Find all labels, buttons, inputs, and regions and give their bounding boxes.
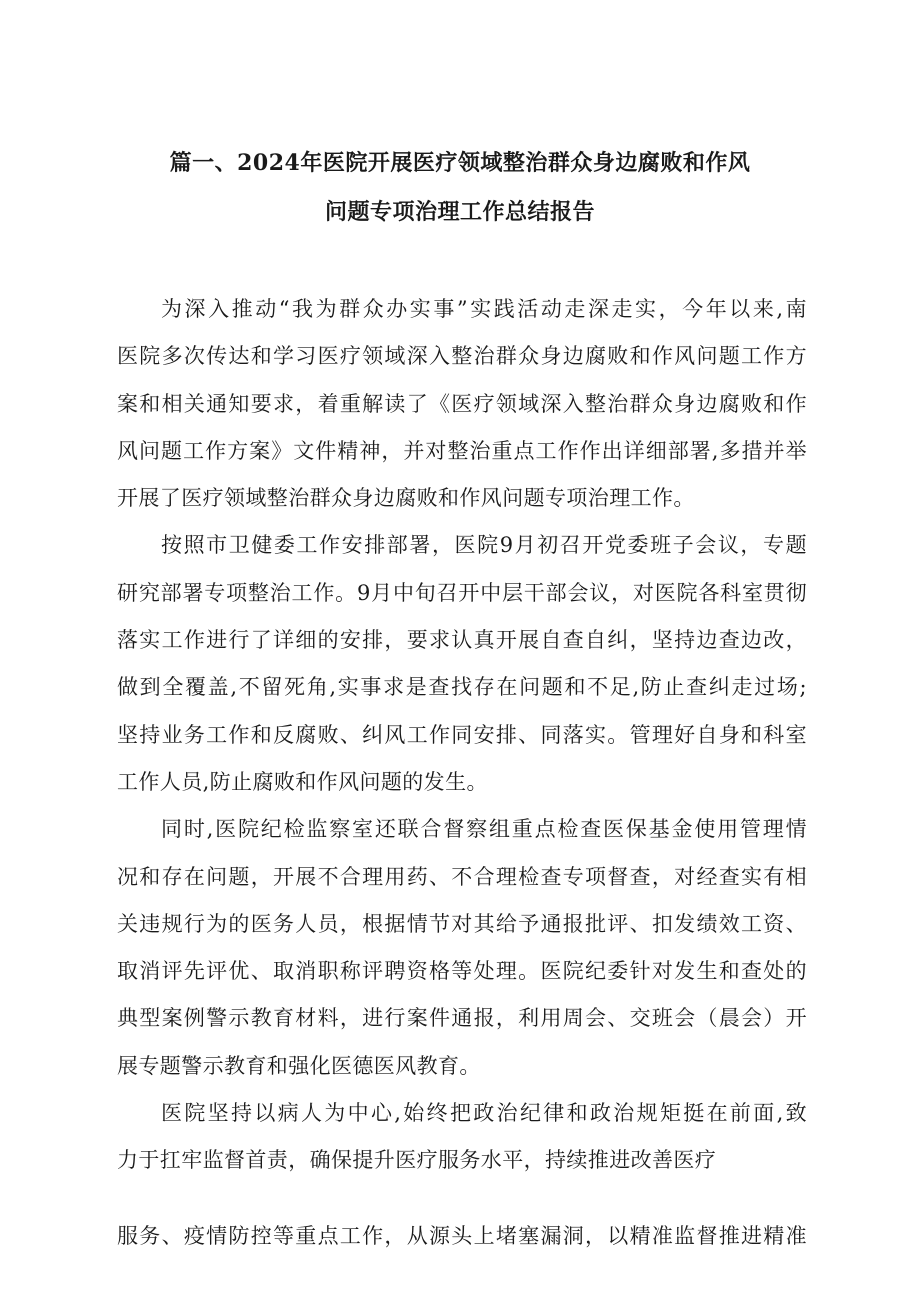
paragraph-3-line: 况和存在问题，开展不合理用药、不合理检查专项督查，对经查实有相 — [117, 864, 807, 889]
paragraph-3-line: 关违规行为的医务人员，根据情节对其给予通报批评、扣发绩效工资、 — [117, 911, 807, 936]
paragraph-2-line: 落实工作进行了详细的安排，要求认真开展自查自纠，坚持边查边改， — [117, 628, 807, 653]
document-body — [117, 286, 807, 1260]
paragraph-1-line: 开展了医疗领域整治群众身边腐败和作风问题专项治理工作。 — [117, 486, 695, 511]
paragraph-4-line: 服务、疫情防控等重点工作，从源头上堵塞漏洞，以精准监督推进精准 — [117, 1223, 807, 1248]
paragraph-1-line: 案和相关通知要求，着重解读了《医疗领域深入整治群众身边腐败和作 — [117, 391, 807, 416]
document-title-line-1: 篇一、2024年医院开展医疗领域整治群众身边腐败和作风 — [169, 150, 751, 176]
paragraph-4-line: 医院坚持以病人为中心,始终把政治纪律和政治规矩挺在前面,致 — [161, 1101, 807, 1126]
paragraph-2-line: 工作人员,防止腐败和作风问题的发生。 — [117, 769, 488, 794]
document-title-line-2: 问题专项治理工作总结报告 — [324, 199, 595, 225]
paragraph-3-line: 取消评先评优、取消职称评聘资格等处理。医院纪委针对发生和查处的 — [117, 959, 807, 984]
paragraph-3-line: 同时,医院纪检监察室还联合督察组重点检查医保基金使用管理情 — [161, 817, 807, 842]
paragraph-3-line: 展专题警示教育和强化医德医风教育。 — [117, 1053, 481, 1078]
paragraph-2-line: 做到全覆盖,不留死角,实事求是查找存在问题和不足,防止查纠走过场; — [117, 675, 807, 700]
paragraph-2-line: 按照市卫健委工作安排部署，医院9月初召开党委班子会议，专题 — [161, 533, 807, 558]
paragraph-1-line: 风问题工作方案》文件精神，并对整治重点工作作出详细部署,多措并举 — [117, 438, 807, 463]
paragraph-1-line: 医院多次传达和学习医疗领域深入整治群众身边腐败和作风问题工作方 — [117, 344, 807, 369]
paragraph-2-line: 坚持业务工作和反腐败、纠风工作同安排、同落实。管理好自身和科室 — [117, 722, 807, 747]
paragraph-1-line: 为深入推动“我为群众办实事”实践活动走深走实，今年以来,南 — [161, 297, 807, 321]
paragraph-4-line: 力于扛牢监督首责，确保提升医疗服务水平，持续推进改善医疗 — [117, 1148, 717, 1173]
paragraph-3-line: 典型案例警示教育材料，进行案件通报，利用周会、交班会（晨会）开 — [117, 1006, 807, 1031]
paragraph-2-line: 研究部署专项整治工作。9月中旬召开中层干部会议，对医院各科室贯彻 — [117, 580, 807, 605]
